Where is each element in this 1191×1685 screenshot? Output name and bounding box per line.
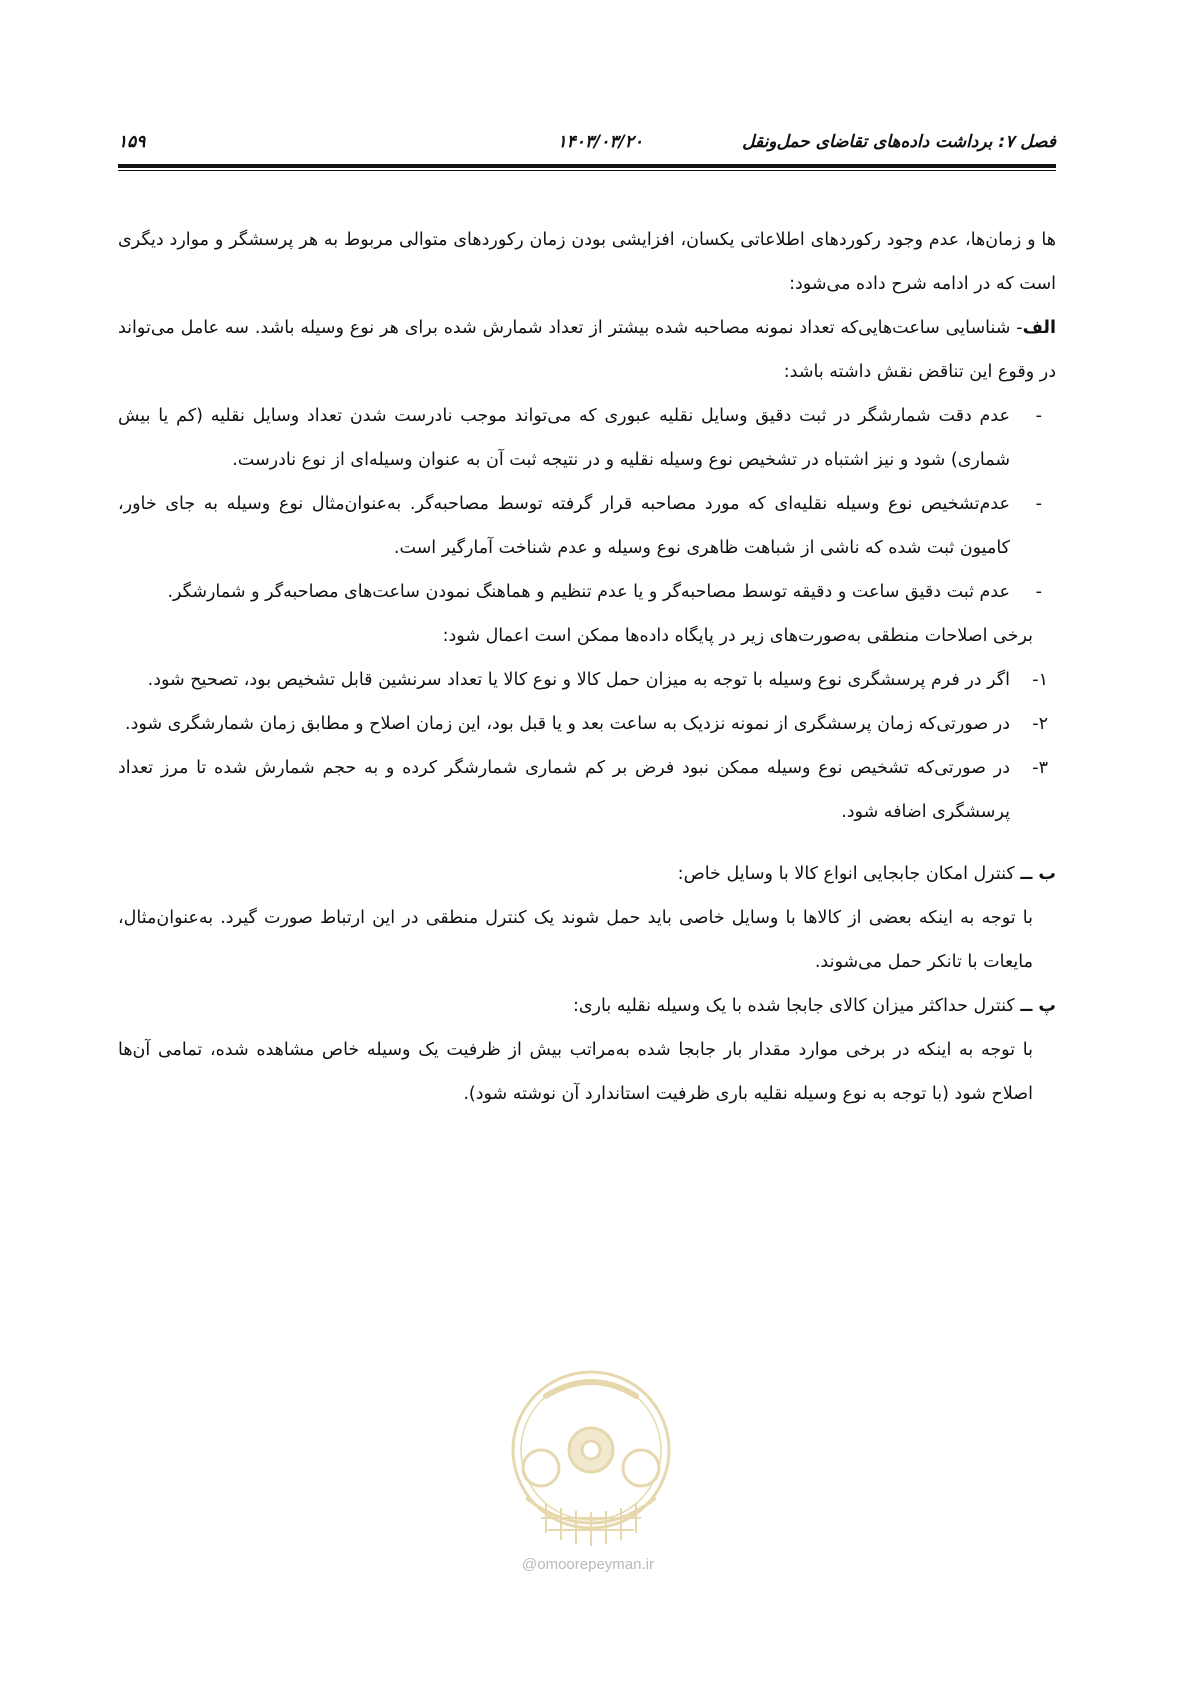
correction-item: [118, 702, 1056, 746]
correction-number: ۳-: [1032, 758, 1048, 778]
correction-text: در صورتی‌که تشخیص نوع وسیله ممکن نبود فرض بر کم شماری شمارشگر کرده و به حجم شمارش شده تا مرز تعداد پرسشگری اضافه شود.: [118, 758, 1010, 822]
header-rule-thin: [118, 170, 1056, 171]
correction-item: [118, 746, 1056, 834]
correction-text: اگر در فرم پرسشگری نوع وسیله با توجه به میزان حمل کالا و نوع کالا یا تعداد سرنشین قابل تشخیص بود، تصحیح شود.: [147, 670, 1010, 690]
page-header: [118, 128, 1056, 156]
correction-number: ۲-: [1032, 714, 1048, 734]
section-b-heading: [118, 852, 1056, 896]
bullet-text: عدم ثبت دقیق ساعت و دقیقه توسط مصاحبه‌گر و یا عدم تنظیم و هماهنگ نمودن ساعت‌های مصاحبه‌گر و شمارشگر.: [167, 582, 1010, 602]
bullet-dash: -: [1035, 494, 1042, 514]
section-a-paragraph: [118, 306, 1056, 394]
bullet-text: عدم‌تشخیص نوع وسیله نقلیه‌ای که مورد مصاحبه قرار گرفته توسط مصاحبه‌گر. به‌عنوان‌مثال نوع وسیله به جای خاور، کامیون ثبت شده که ناشی از شباهت ظاهری نوع وسیله و عدم شناخت آمارگیر است.: [118, 494, 1010, 558]
bullet-item: [118, 394, 1056, 482]
section-a-label: الف: [1022, 318, 1056, 338]
section-c-label: پ ــ: [1020, 996, 1056, 1016]
section-c-heading: [118, 984, 1056, 1028]
section-c-paragraph: با توجه به اینکه در برخی موارد مقدار بار جابجا شده به‌مراتب بیش از ظرفیت یک وسیله خاص مشاهده شده، تمامی آن‌ها اصلاح شود (با توجه به نوع وسیله نقلیه باری ظرفیت استاندارد آن نوشته شود).: [118, 1040, 1033, 1104]
bullet-item: [118, 482, 1056, 570]
correction-number: ۱-: [1032, 670, 1048, 690]
corrections-intro: برخی اصلاحات منطقی به‌صورت‌های زیر در پایگاه داده‌ها ممکن است اعمال شود:: [442, 626, 1033, 646]
section-b-paragraph: با توجه به اینکه بعضی از کالاها با وسایل خاصی باید حمل شوند یک کنترل منطقی در این ارتباط صورت گیرد. به‌عنوان‌مثال، مایعات با تانکر حمل می‌شوند.: [118, 908, 1033, 972]
chapter-title: فصل ۷: برداشت داده‌های تقاضای حمل‌ونقل: [742, 132, 1056, 152]
section-gap: [118, 834, 1056, 852]
bullet-dash: -: [1035, 406, 1042, 426]
header-date: ۱۴۰۳/۰۳/۲۰: [557, 132, 643, 152]
watermark-logo: [486, 1358, 696, 1573]
bullet-text: عدم دقت شمارشگر در ثبت دقیق وسایل نقلیه عبوری که می‌تواند موجب نادرست شدن تعداد وسایل نقلیه (کم یا بیش شماری) شود و نیز اشتباه در تشخیص نوع وسیله نقلیه و در نتیجه ثبت آن به عنوان وسیله‌ای از نوع نادرست.: [118, 406, 1010, 470]
section-c-title: کنترل حداکثر میزان کالای جابجا شده با یک وسیله نقلیه باری:: [572, 996, 1015, 1016]
bullet-item: [118, 570, 1056, 614]
section-a-text: - شناسایی ساعت‌هایی‌که تعداد نمونه مصاحبه شده بیشتر از تعداد شمارش شده برای هر نوع وسیله باشد. سه عامل می‌تواند در وقوع این تناقض نقش داشته باشد:: [118, 318, 1056, 382]
page-number: ۱۵۹: [118, 132, 146, 152]
page-body: [118, 218, 1056, 1116]
section-b-title: کنترل امکان جابجایی انواع کالا با وسایل خاص:: [677, 864, 1015, 884]
intro-paragraph: ها و زمان‌ها، عدم وجود رکوردهای اطلاعاتی یکسان، افزایشی بودن زمان رکوردهای متوالی مربوط به هر پرسشگر و موارد دیگری است که در ادامه شرح داده می‌شود:: [118, 230, 1056, 294]
correction-item: [118, 658, 1056, 702]
watermark-url: @omoorepeyman.ir: [522, 1556, 654, 1573]
correction-text: در صورتی‌که زمان پرسشگری از نمونه نزدیک به ساعت بعد و یا قبل بود، این زمان اصلاح و مطابق زمان شمارشگری شود.: [125, 714, 1010, 734]
header-rule-thick: [118, 164, 1056, 168]
bullet-dash: -: [1035, 582, 1042, 602]
section-b-label: ب ــ: [1020, 864, 1056, 884]
